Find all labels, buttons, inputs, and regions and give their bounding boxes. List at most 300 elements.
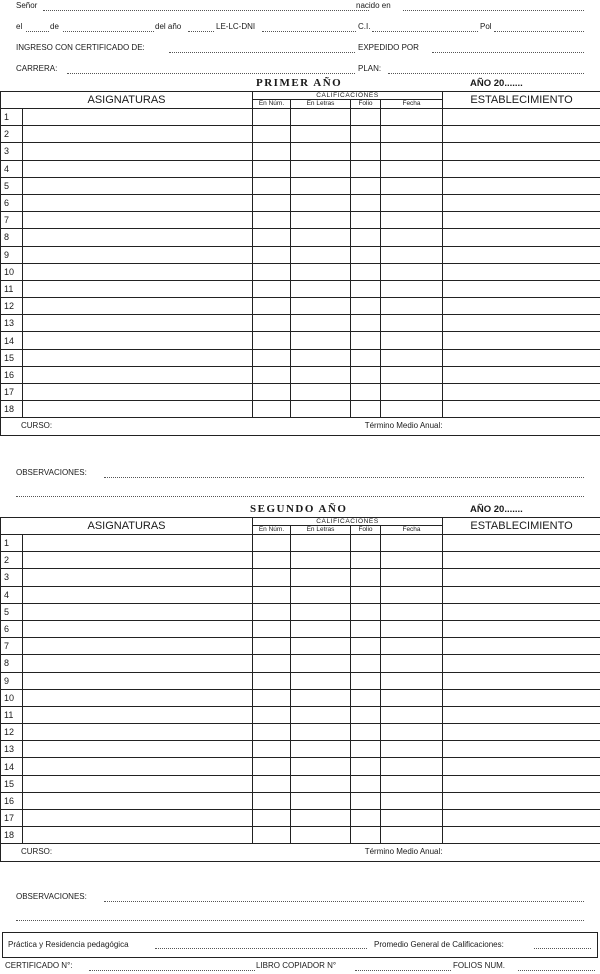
en-num-cell[interactable] bbox=[253, 638, 291, 655]
en-letras-cell[interactable] bbox=[291, 280, 351, 297]
pol-label: Pol bbox=[480, 22, 493, 31]
en-letras-cell[interactable] bbox=[291, 706, 351, 723]
asignatura-cell[interactable] bbox=[23, 775, 253, 792]
folio-cell[interactable] bbox=[351, 620, 381, 637]
row-number: 7 bbox=[1, 212, 23, 229]
ingreso-label: INGRESO CON CERTIFICADO DE: bbox=[16, 43, 146, 52]
fecha-cell[interactable] bbox=[381, 638, 443, 655]
table-row bbox=[1, 384, 600, 401]
en-num-cell[interactable] bbox=[253, 384, 291, 401]
fecha-cell[interactable] bbox=[381, 126, 443, 143]
establecimiento-cell[interactable] bbox=[443, 280, 600, 297]
en-num-cell[interactable] bbox=[253, 586, 291, 603]
folio-cell[interactable] bbox=[351, 160, 381, 177]
observaciones-field[interactable] bbox=[104, 477, 584, 478]
fecha-cell[interactable] bbox=[381, 263, 443, 280]
asignatura-cell[interactable] bbox=[23, 126, 253, 143]
fecha-cell[interactable] bbox=[381, 758, 443, 775]
en-num-cell[interactable] bbox=[253, 177, 291, 194]
en-num-cell[interactable] bbox=[253, 126, 291, 143]
en-num-cell[interactable] bbox=[253, 620, 291, 637]
table-row bbox=[1, 126, 600, 143]
row-number: 17 bbox=[1, 384, 23, 401]
establecimiento-header: ESTABLECIMIENTO bbox=[443, 518, 600, 535]
en-num-cell[interactable] bbox=[253, 143, 291, 160]
establecimiento-cell[interactable] bbox=[443, 535, 600, 552]
en-num-cell[interactable] bbox=[253, 194, 291, 211]
section-2-observaciones bbox=[16, 891, 584, 905]
en-num-cell[interactable] bbox=[253, 535, 291, 552]
asignatura-cell[interactable] bbox=[23, 366, 253, 383]
folio-cell[interactable] bbox=[351, 109, 381, 126]
senor-label: Señor bbox=[16, 1, 38, 10]
asignatura-cell[interactable] bbox=[23, 792, 253, 809]
folio-cell[interactable] bbox=[351, 603, 381, 620]
folio-cell[interactable] bbox=[351, 384, 381, 401]
row-number: 11 bbox=[1, 706, 23, 723]
folio-cell[interactable] bbox=[351, 177, 381, 194]
asignatura-cell[interactable] bbox=[23, 160, 253, 177]
asignatura-cell[interactable] bbox=[23, 689, 253, 706]
fecha-cell[interactable] bbox=[381, 569, 443, 586]
en-num-cell[interactable] bbox=[253, 775, 291, 792]
fecha-cell[interactable] bbox=[381, 810, 443, 827]
en-letras-cell[interactable] bbox=[291, 775, 351, 792]
establecimiento-cell[interactable] bbox=[443, 126, 600, 143]
establecimiento-cell[interactable] bbox=[443, 298, 600, 315]
fecha-cell[interactable] bbox=[381, 741, 443, 758]
fecha-cell[interactable] bbox=[381, 672, 443, 689]
asignatura-cell[interactable] bbox=[23, 741, 253, 758]
en-letras-cell[interactable] bbox=[291, 212, 351, 229]
en-num-cell[interactable] bbox=[253, 401, 291, 418]
folios-field[interactable] bbox=[518, 970, 595, 971]
en-letras-cell[interactable] bbox=[291, 603, 351, 620]
doc-type-label: LE-LC-DNI bbox=[216, 22, 256, 31]
en-num-cell[interactable] bbox=[253, 792, 291, 809]
name-field[interactable] bbox=[43, 10, 369, 11]
asignatura-cell[interactable] bbox=[23, 672, 253, 689]
en-letras-cell[interactable] bbox=[291, 229, 351, 246]
expedido-field[interactable] bbox=[432, 52, 584, 53]
fecha-cell[interactable] bbox=[381, 332, 443, 349]
en-num-cell[interactable] bbox=[253, 246, 291, 263]
en-num-cell[interactable] bbox=[253, 280, 291, 297]
establecimiento-cell[interactable] bbox=[443, 775, 600, 792]
practica-field[interactable] bbox=[155, 948, 367, 949]
folio-cell[interactable] bbox=[351, 143, 381, 160]
day-field[interactable] bbox=[26, 31, 49, 32]
en-num-cell[interactable] bbox=[253, 724, 291, 741]
fecha-cell[interactable] bbox=[381, 246, 443, 263]
row-number: 13 bbox=[1, 741, 23, 758]
asignatura-cell[interactable] bbox=[23, 655, 253, 672]
row-number: 12 bbox=[1, 298, 23, 315]
asignatura-cell[interactable] bbox=[23, 535, 253, 552]
en-letras-cell[interactable] bbox=[291, 620, 351, 637]
establecimiento-cell[interactable] bbox=[443, 349, 600, 366]
en-num-cell[interactable] bbox=[253, 109, 291, 126]
en-letras-cell[interactable] bbox=[291, 552, 351, 569]
folio-cell[interactable] bbox=[351, 638, 381, 655]
table-row bbox=[1, 758, 600, 775]
asignatura-cell[interactable] bbox=[23, 109, 253, 126]
establecimiento-cell[interactable] bbox=[443, 401, 600, 418]
folio-cell[interactable] bbox=[351, 315, 381, 332]
en-letras-cell[interactable] bbox=[291, 384, 351, 401]
establecimiento-cell[interactable] bbox=[443, 384, 600, 401]
folio-cell[interactable] bbox=[351, 263, 381, 280]
row-number: 1 bbox=[1, 109, 23, 126]
fecha-cell[interactable] bbox=[381, 827, 443, 844]
fecha-cell[interactable] bbox=[381, 280, 443, 297]
en-letras-cell[interactable] bbox=[291, 246, 351, 263]
section-1-rows bbox=[1, 109, 600, 418]
establecimiento-cell[interactable] bbox=[443, 638, 600, 655]
asignatura-cell[interactable] bbox=[23, 638, 253, 655]
asignatura-cell[interactable] bbox=[23, 706, 253, 723]
table-row bbox=[1, 349, 600, 366]
fecha-cell[interactable] bbox=[381, 706, 443, 723]
folio-cell[interactable] bbox=[351, 758, 381, 775]
en-letras-header: En Letras bbox=[291, 526, 351, 535]
del-ano-label: del año bbox=[155, 22, 182, 31]
termino-medio-field[interactable] bbox=[443, 418, 600, 435]
folio-cell[interactable] bbox=[351, 212, 381, 229]
establecimiento-cell[interactable] bbox=[443, 569, 600, 586]
en-letras-cell[interactable] bbox=[291, 143, 351, 160]
establecimiento-cell[interactable] bbox=[443, 229, 600, 246]
folio-cell[interactable] bbox=[351, 706, 381, 723]
folio-cell[interactable] bbox=[351, 126, 381, 143]
asignatura-cell[interactable] bbox=[23, 603, 253, 620]
pol-field[interactable] bbox=[494, 31, 584, 32]
en-num-cell[interactable] bbox=[253, 569, 291, 586]
en-num-cell[interactable] bbox=[253, 810, 291, 827]
en-letras-cell[interactable] bbox=[291, 109, 351, 126]
section-2-title: SEGUNDO AÑO bbox=[250, 503, 348, 515]
en-num-cell[interactable] bbox=[253, 298, 291, 315]
observaciones-line-2[interactable] bbox=[16, 920, 584, 921]
carrera-label: CARRERA: bbox=[16, 64, 58, 73]
en-num-cell[interactable] bbox=[253, 229, 291, 246]
asignatura-cell[interactable] bbox=[23, 143, 253, 160]
asignatura-cell[interactable] bbox=[23, 384, 253, 401]
en-letras-cell[interactable] bbox=[291, 332, 351, 349]
fecha-cell[interactable] bbox=[381, 143, 443, 160]
fecha-cell[interactable] bbox=[381, 724, 443, 741]
practica-promedio-box bbox=[2, 932, 598, 958]
promedio-field[interactable] bbox=[534, 948, 591, 949]
en-num-cell[interactable] bbox=[253, 689, 291, 706]
asignatura-cell[interactable] bbox=[23, 724, 253, 741]
folio-cell[interactable] bbox=[351, 672, 381, 689]
row-number: 15 bbox=[1, 349, 23, 366]
fecha-cell[interactable] bbox=[381, 689, 443, 706]
doc-number-field[interactable] bbox=[262, 31, 356, 32]
fecha-cell[interactable] bbox=[381, 384, 443, 401]
row-number: 5 bbox=[1, 177, 23, 194]
en-letras-cell[interactable] bbox=[291, 827, 351, 844]
fecha-cell[interactable] bbox=[381, 229, 443, 246]
establecimiento-cell[interactable] bbox=[443, 332, 600, 349]
asignatura-cell[interactable] bbox=[23, 212, 253, 229]
asignaturas-header: ASIGNATURAS bbox=[1, 92, 253, 109]
establecimiento-cell[interactable] bbox=[443, 724, 600, 741]
establecimiento-cell[interactable] bbox=[443, 689, 600, 706]
en-num-cell[interactable] bbox=[253, 349, 291, 366]
table-row bbox=[1, 689, 600, 706]
header-line-4 bbox=[16, 63, 584, 77]
en-letras-cell[interactable] bbox=[291, 586, 351, 603]
asignatura-cell[interactable] bbox=[23, 315, 253, 332]
folio-cell[interactable] bbox=[351, 775, 381, 792]
folio-cell[interactable] bbox=[351, 194, 381, 211]
folio-cell[interactable] bbox=[351, 366, 381, 383]
en-letras-cell[interactable] bbox=[291, 315, 351, 332]
observaciones-field[interactable] bbox=[104, 901, 584, 902]
en-num-cell[interactable] bbox=[253, 758, 291, 775]
table-row bbox=[1, 655, 600, 672]
table-row bbox=[1, 706, 600, 723]
fecha-cell[interactable] bbox=[381, 212, 443, 229]
establecimiento-cell[interactable] bbox=[443, 143, 600, 160]
en-letras-cell[interactable] bbox=[291, 160, 351, 177]
asignatura-cell[interactable] bbox=[23, 401, 253, 418]
fecha-cell[interactable] bbox=[381, 603, 443, 620]
folio-cell[interactable] bbox=[351, 332, 381, 349]
en-num-cell[interactable] bbox=[253, 366, 291, 383]
row-number: 5 bbox=[1, 603, 23, 620]
establecimiento-cell[interactable] bbox=[443, 603, 600, 620]
en-letras-header: En Letras bbox=[291, 100, 351, 109]
fecha-cell[interactable] bbox=[381, 109, 443, 126]
establecimiento-cell[interactable] bbox=[443, 792, 600, 809]
en-num-cell[interactable] bbox=[253, 160, 291, 177]
establecimiento-cell[interactable] bbox=[443, 672, 600, 689]
row-number: 2 bbox=[1, 552, 23, 569]
asignatura-cell[interactable] bbox=[23, 177, 253, 194]
en-letras-cell[interactable] bbox=[291, 349, 351, 366]
asignatura-cell[interactable] bbox=[23, 246, 253, 263]
fecha-cell[interactable] bbox=[381, 194, 443, 211]
header-line-3 bbox=[16, 42, 584, 56]
carrera-field[interactable] bbox=[67, 73, 355, 74]
row-number: 16 bbox=[1, 792, 23, 809]
establecimiento-cell[interactable] bbox=[443, 552, 600, 569]
fecha-cell[interactable] bbox=[381, 552, 443, 569]
fecha-cell[interactable] bbox=[381, 349, 443, 366]
folio-cell[interactable] bbox=[351, 586, 381, 603]
establecimiento-cell[interactable] bbox=[443, 741, 600, 758]
folio-cell[interactable] bbox=[351, 810, 381, 827]
row-number: 10 bbox=[1, 689, 23, 706]
table-row bbox=[1, 229, 600, 246]
table-row bbox=[1, 194, 600, 211]
establecimiento-cell[interactable] bbox=[443, 194, 600, 211]
en-letras-cell[interactable] bbox=[291, 689, 351, 706]
libro-field[interactable] bbox=[355, 970, 451, 971]
month-field[interactable] bbox=[63, 31, 154, 32]
establecimiento-cell[interactable] bbox=[443, 212, 600, 229]
termino-medio-field[interactable] bbox=[443, 844, 600, 861]
asignatura-cell[interactable] bbox=[23, 194, 253, 211]
asignatura-cell[interactable] bbox=[23, 758, 253, 775]
establecimiento-cell[interactable] bbox=[443, 263, 600, 280]
establecimiento-cell[interactable] bbox=[443, 160, 600, 177]
folio-cell[interactable] bbox=[351, 229, 381, 246]
folio-cell[interactable] bbox=[351, 827, 381, 844]
establecimiento-cell[interactable] bbox=[443, 655, 600, 672]
plan-field[interactable] bbox=[388, 73, 584, 74]
nacido-en-label: nacido en bbox=[356, 1, 392, 10]
en-num-cell[interactable] bbox=[253, 212, 291, 229]
folio-cell[interactable] bbox=[351, 401, 381, 418]
folio-cell[interactable] bbox=[351, 349, 381, 366]
en-num-cell[interactable] bbox=[253, 827, 291, 844]
fecha-cell[interactable] bbox=[381, 177, 443, 194]
asignatura-cell[interactable] bbox=[23, 569, 253, 586]
en-num-cell[interactable] bbox=[253, 315, 291, 332]
fecha-cell[interactable] bbox=[381, 535, 443, 552]
en-num-cell[interactable] bbox=[253, 741, 291, 758]
asignatura-cell[interactable] bbox=[23, 620, 253, 637]
folio-cell[interactable] bbox=[351, 689, 381, 706]
asignatura-cell[interactable] bbox=[23, 298, 253, 315]
fecha-cell[interactable] bbox=[381, 315, 443, 332]
birthplace-field[interactable] bbox=[403, 10, 584, 11]
folio-cell[interactable] bbox=[351, 246, 381, 263]
table-row bbox=[1, 586, 600, 603]
en-letras-cell[interactable] bbox=[291, 126, 351, 143]
fecha-cell[interactable] bbox=[381, 792, 443, 809]
folio-cell[interactable] bbox=[351, 298, 381, 315]
asignatura-cell[interactable] bbox=[23, 280, 253, 297]
en-letras-cell[interactable] bbox=[291, 366, 351, 383]
row-number: 4 bbox=[1, 160, 23, 177]
asignatura-cell[interactable] bbox=[23, 827, 253, 844]
row-number: 10 bbox=[1, 263, 23, 280]
asignatura-cell[interactable] bbox=[23, 586, 253, 603]
fecha-cell[interactable] bbox=[381, 586, 443, 603]
section-2-grades-table bbox=[0, 517, 600, 862]
asignaturas-header: ASIGNATURAS bbox=[1, 518, 253, 535]
en-num-cell[interactable] bbox=[253, 655, 291, 672]
en-letras-cell[interactable] bbox=[291, 672, 351, 689]
folio-cell[interactable] bbox=[351, 552, 381, 569]
table-row bbox=[1, 552, 600, 569]
observaciones-line-2[interactable] bbox=[16, 496, 584, 497]
fecha-cell[interactable] bbox=[381, 298, 443, 315]
establecimiento-cell[interactable] bbox=[443, 758, 600, 775]
folio-cell[interactable] bbox=[351, 741, 381, 758]
header-line-1 bbox=[16, 0, 584, 14]
certificado-field[interactable] bbox=[89, 970, 255, 971]
de-label: de bbox=[50, 22, 60, 31]
ci-field[interactable] bbox=[372, 31, 478, 32]
en-letras-cell[interactable] bbox=[291, 535, 351, 552]
row-number: 14 bbox=[1, 332, 23, 349]
en-letras-cell[interactable] bbox=[291, 569, 351, 586]
en-num-cell[interactable] bbox=[253, 672, 291, 689]
certificado-field[interactable] bbox=[169, 52, 355, 53]
fecha-cell[interactable] bbox=[381, 366, 443, 383]
table-row bbox=[1, 827, 600, 844]
plan-label: PLAN: bbox=[358, 64, 382, 73]
establecimiento-cell[interactable] bbox=[443, 177, 600, 194]
folio-cell[interactable] bbox=[351, 792, 381, 809]
calificaciones-header: CALIFICACIONES bbox=[253, 92, 443, 100]
folio-cell[interactable] bbox=[351, 724, 381, 741]
table-row bbox=[1, 332, 600, 349]
en-letras-cell[interactable] bbox=[291, 724, 351, 741]
folio-cell[interactable] bbox=[351, 280, 381, 297]
en-letras-cell[interactable] bbox=[291, 792, 351, 809]
establecimiento-cell[interactable] bbox=[443, 620, 600, 637]
asignatura-cell[interactable] bbox=[23, 263, 253, 280]
en-letras-cell[interactable] bbox=[291, 655, 351, 672]
en-num-cell[interactable] bbox=[253, 552, 291, 569]
asignatura-cell[interactable] bbox=[23, 229, 253, 246]
en-letras-cell[interactable] bbox=[291, 741, 351, 758]
establecimiento-cell[interactable] bbox=[443, 246, 600, 263]
en-num-cell[interactable] bbox=[253, 332, 291, 349]
fecha-header: Fecha bbox=[381, 100, 443, 109]
fecha-cell[interactable] bbox=[381, 655, 443, 672]
fecha-cell[interactable] bbox=[381, 775, 443, 792]
establecimiento-cell[interactable] bbox=[443, 586, 600, 603]
table-row bbox=[1, 246, 600, 263]
fecha-cell[interactable] bbox=[381, 401, 443, 418]
en-num-cell[interactable] bbox=[253, 706, 291, 723]
fecha-cell[interactable] bbox=[381, 160, 443, 177]
folio-cell[interactable] bbox=[351, 569, 381, 586]
asignatura-cell[interactable] bbox=[23, 552, 253, 569]
establecimiento-cell[interactable] bbox=[443, 706, 600, 723]
establecimiento-cell[interactable] bbox=[443, 366, 600, 383]
folio-cell[interactable] bbox=[351, 655, 381, 672]
establecimiento-cell[interactable] bbox=[443, 810, 600, 827]
asignatura-cell[interactable] bbox=[23, 810, 253, 827]
year-field[interactable] bbox=[188, 31, 214, 32]
en-letras-cell[interactable] bbox=[291, 194, 351, 211]
en-letras-cell[interactable] bbox=[291, 810, 351, 827]
folio-cell[interactable] bbox=[351, 535, 381, 552]
en-letras-cell[interactable] bbox=[291, 401, 351, 418]
row-number: 7 bbox=[1, 638, 23, 655]
en-letras-cell[interactable] bbox=[291, 758, 351, 775]
en-letras-cell[interactable] bbox=[291, 298, 351, 315]
en-letras-cell[interactable] bbox=[291, 263, 351, 280]
en-num-cell[interactable] bbox=[253, 603, 291, 620]
asignatura-cell[interactable] bbox=[23, 349, 253, 366]
en-letras-cell[interactable] bbox=[291, 177, 351, 194]
observaciones-label: OBSERVACIONES: bbox=[16, 468, 87, 477]
establecimiento-cell[interactable] bbox=[443, 109, 600, 126]
establecimiento-cell[interactable] bbox=[443, 827, 600, 844]
en-letras-cell[interactable] bbox=[291, 638, 351, 655]
table-row bbox=[1, 741, 600, 758]
row-number: 18 bbox=[1, 827, 23, 844]
table-row bbox=[1, 109, 600, 126]
fecha-cell[interactable] bbox=[381, 620, 443, 637]
asignatura-cell[interactable] bbox=[23, 332, 253, 349]
en-num-cell[interactable] bbox=[253, 263, 291, 280]
promedio-label: Promedio General de Calificaciones: bbox=[374, 940, 504, 949]
establecimiento-cell[interactable] bbox=[443, 315, 600, 332]
table-row bbox=[1, 298, 600, 315]
curso-label: CURSO: bbox=[21, 421, 52, 430]
